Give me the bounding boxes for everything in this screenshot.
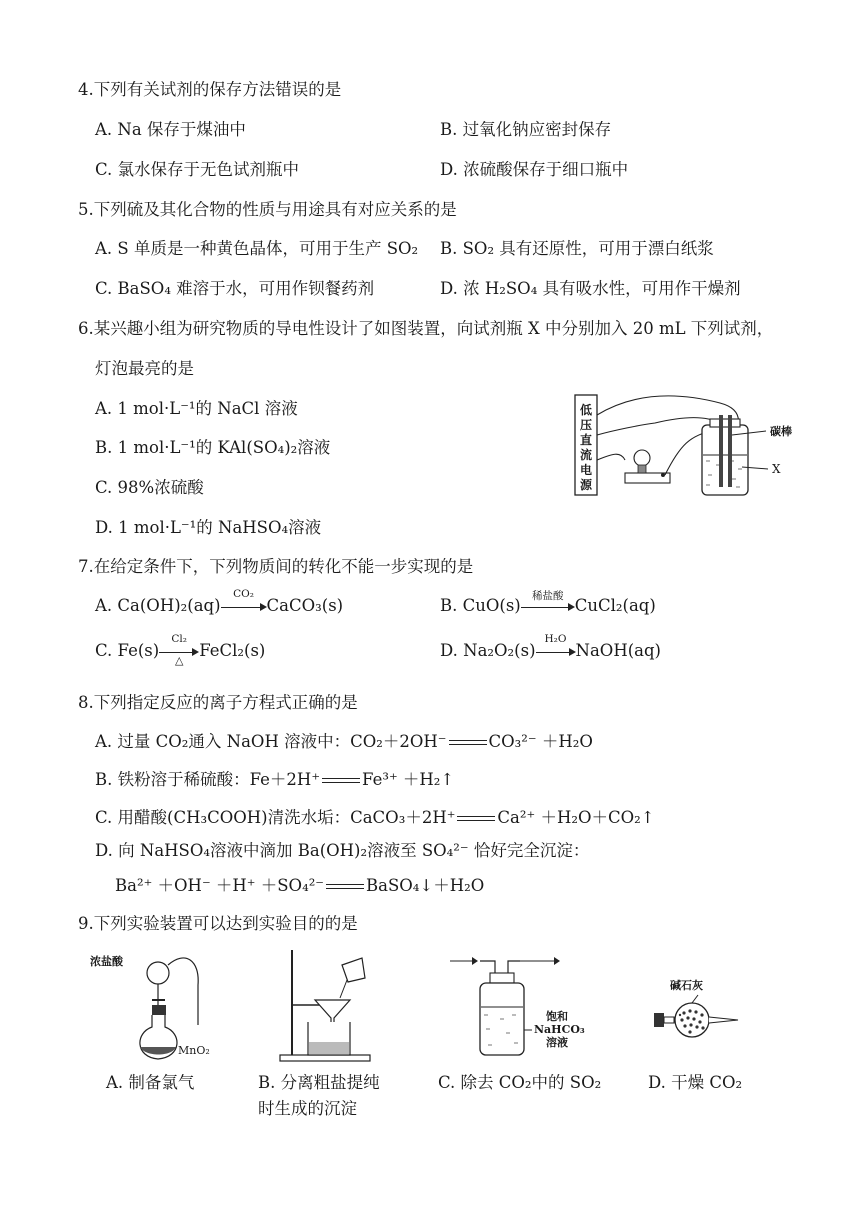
carbon-rod-label: 碳棒 [770,425,792,438]
q5-option-c: C. BaSO₄ 难溶于水，可用作钡餐药剂 [95,279,375,298]
q7-d-product: NaOH(aq) [575,641,661,660]
q8-stem: 8.下列指定反应的离子方程式正确的是 [78,693,358,712]
reaction-arrow-icon [536,632,576,660]
gas-washing-bottle-figure [450,945,600,1065]
q5-option-a: A. S 单质是一种黄色晶体，可用于生产 SO₂ [95,239,419,258]
q7-option-a [95,587,344,615]
q8-d-right: BaSO₄↓＋H₂O [366,876,485,895]
q8-option-b [95,766,454,790]
reaction-arrow-icon [159,632,199,667]
q9-caption-a: A. 制备氯气 [106,1073,195,1092]
q6-option-a: A. 1 mol·L⁻¹的 NaCl 溶液 [95,399,298,418]
q9-caption-b-line2: 时生成的沉淀 [258,1099,357,1118]
nahco3-label-line1: 饱和 [546,1010,568,1023]
q9-caption-c: C. 除去 CO₂中的 SO₂ [438,1073,602,1092]
q7-b-condition: 稀盐酸 [532,589,564,602]
q7-stem: 7.在给定条件下，下列物质间的转化不能一步实现的是 [78,557,474,576]
nahco3-label-line3: 溶液 [546,1036,568,1049]
reaction-arrow-icon [521,589,575,615]
saturated-nahco3-label [534,1010,585,1049]
q8-a-right: CO₃²⁻ ＋H₂O [488,732,593,751]
q7-d-condition: H₂O [544,632,567,645]
q8-option-d-equation [115,872,484,896]
q9-caption-b-line1: B. 分离粗盐提纯 [258,1073,380,1092]
q8-option-c [95,804,655,828]
q7-c-condition: Cl₂ [171,632,187,645]
q7-d-reactant: D. Na₂O₂(s) [440,641,536,660]
q6-stem-line2: 灯泡最亮的是 [95,359,194,378]
q7-option-d [440,632,661,660]
q7-b-product: CuCl₂(aq) [574,596,656,615]
q4-option-b: B. 过氧化钠应密封保存 [440,120,612,139]
q5-option-d: D. 浓 H₂SO₄ 具有吸水性，可用作干燥剂 [440,279,741,298]
q8-a-left: A. 过量 CO₂通入 NaOH 溶液中：CO₂＋2OH⁻ [95,732,447,751]
q7-a-condition: CO₂ [233,587,254,600]
q9-caption-d: D. 干燥 CO₂ [648,1073,743,1092]
q6-option-d: D. 1 mol·L⁻¹的 NaHSO₄溶液 [95,518,322,537]
chlorine-generator-figure [90,945,230,1065]
filtration-drawing [270,940,380,1065]
q6-stem-line1: 6.某兴趣小组为研究物质的导电性设计了如图装置，向试剂瓶 X 中分别加入 20 mL 下列试剂， [78,319,774,338]
q8-b-left: B. 铁粉溶于稀硫酸：Fe＋2H⁺ [95,770,321,789]
q6-option-b: B. 1 mol·L⁻¹的 KAl(SO₄)₂溶液 [95,438,331,457]
equals-sign-icon [457,816,495,821]
q8-option-d: D. 向 NaHSO₄溶液中滴加 Ba(OH)₂溶液至 SO₄²⁻ 恰好完全沉淀： [95,841,590,860]
q8-b-right: Fe³⁺ ＋H₂↑ [362,770,455,789]
conductivity-apparatus-drawing [570,385,810,500]
equals-sign-icon [326,884,364,889]
soda-lime-label: 碱石灰 [670,979,703,992]
reaction-arrow-icon [221,587,267,615]
mno2-label: MnO₂ [178,1044,210,1057]
q7-a-product: CaCO₃(s) [266,596,344,615]
q7-b-reactant: B. CuO(s) [440,596,521,615]
q7-option-c [95,632,266,667]
q7-c-product: FeCl₂(s) [199,641,266,660]
drying-tube-figure [640,945,760,1065]
q4-option-d: D. 浓硫酸保存于细口瓶中 [440,160,629,179]
q7-option-b [440,589,656,615]
filtration-figure [270,940,380,1065]
conc-hcl-label: 浓盐酸 [90,955,123,968]
drying-tube-drawing [640,945,760,1065]
q4-option-c: C. 氯水保存于无色试剂瓶中 [95,160,300,179]
nahco3-label-line2: NaHCO₃ [534,1023,585,1036]
equals-sign-icon [322,778,360,783]
q6-option-c: C. 98%浓硫酸 [95,478,204,497]
reagent-x-label: X [772,462,781,476]
q7-a-reactant: A. Ca(OH)₂(aq) [95,596,221,615]
q8-d-left: Ba²⁺ ＋OH⁻ ＋H⁺ ＋SO₄²⁻ [115,876,325,895]
q7-c-reactant: C. Fe(s) [95,641,160,660]
q5-stem: 5.下列硫及其化合物的性质与用途具有对应关系的是 [78,200,457,219]
equals-sign-icon [449,740,487,745]
q7-c-heat-symbol: △ [174,653,184,667]
power-supply-label: 低压直流电源 [579,403,592,492]
q4-stem: 4.下列有关试剂的保存方法错误的是 [78,80,342,99]
q9-stem: 9.下列实验装置可以达到实验目的的是 [78,914,358,933]
conductivity-apparatus-figure [570,385,810,500]
q4-option-a: A. Na 保存于煤油中 [95,120,246,139]
q8-c-right: Ca²⁺ ＋H₂O＋CO₂↑ [497,808,655,827]
q5-option-b: B. SO₂ 具有还原性，可用于漂白纸浆 [440,239,714,258]
q8-c-left: C. 用醋酸(CH₃COOH)清洗水垢：CaCO₃＋2H⁺ [95,808,456,827]
q8-option-a [95,728,593,752]
